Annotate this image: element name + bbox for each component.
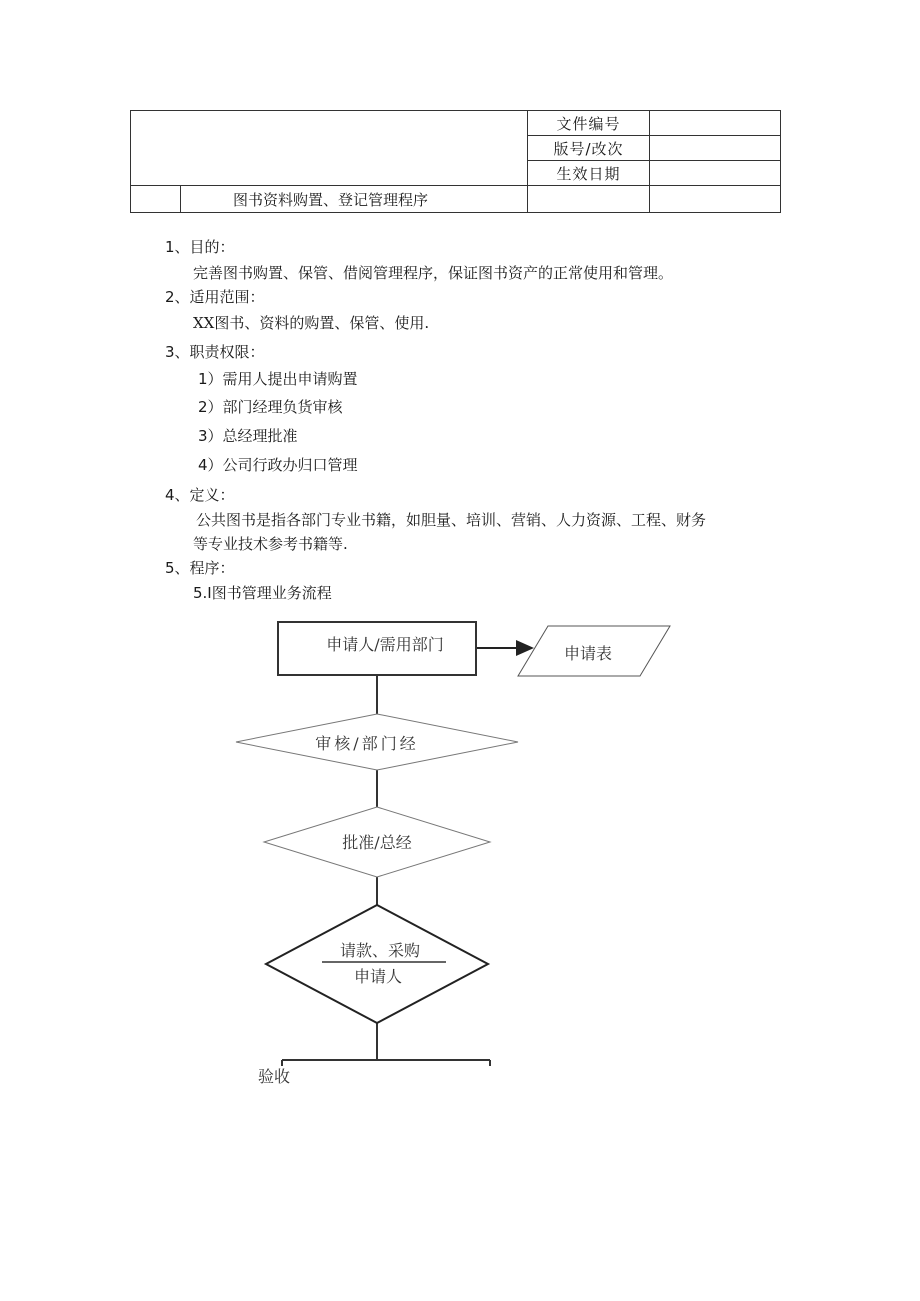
section-3-item-2: 2）部门经理负货审核 (198, 398, 343, 416)
section-1-heading: 1、目的： (165, 238, 235, 256)
section-4-body-line-2: 等专业技术参考书籍等. (193, 535, 348, 553)
section-5-subheading: 5.I图书管理业务流程 (193, 584, 332, 602)
section-2-heading: 2、适用范围： (165, 288, 265, 306)
section-3-item-1: 1）需用人提出申请购置 (198, 370, 358, 388)
document-title: 图书资料购置、登记管理程序 (181, 186, 528, 213)
accept-node-label: 验收 (258, 1067, 291, 1086)
section-1-body: 完善图书购置、保管、借阅管理程序，保证图书资产的正常使用和管理。 (193, 264, 674, 282)
start-node-label: 申请人/需用部门 (326, 635, 444, 654)
section-4-body-line-1: 公共图书是指各部门专业书籍，如胆量、培训、营销、人力资源、工程、财务 (196, 511, 707, 529)
version-label: 版号/改次 (528, 136, 650, 161)
purchase-node-label-top: 请款、采购 (339, 941, 421, 960)
purchase-node-label-bottom: 申请人 (353, 967, 403, 986)
purchase-node-shape (266, 905, 488, 1023)
doc-number-label: 文件编号 (528, 111, 650, 136)
section-3-heading: 3、职责权限： (165, 343, 265, 361)
approve-node-label: 批准/总经 (342, 833, 412, 852)
section-5-heading: 5、程序： (165, 559, 235, 577)
section-4-heading: 4、定义： (165, 486, 235, 504)
section-2-body: XX图书、资料的购置、保管、使用. (193, 314, 430, 332)
section-3-item-4: 4）公司行政办归口管理 (198, 456, 358, 474)
review-node-label: 审核/部门经 (315, 734, 419, 753)
section-3-item-3: 3）总经理批准 (198, 427, 298, 445)
form-node-label: 申请表 (563, 644, 613, 663)
effective-date-label: 生效日期 (528, 161, 650, 186)
